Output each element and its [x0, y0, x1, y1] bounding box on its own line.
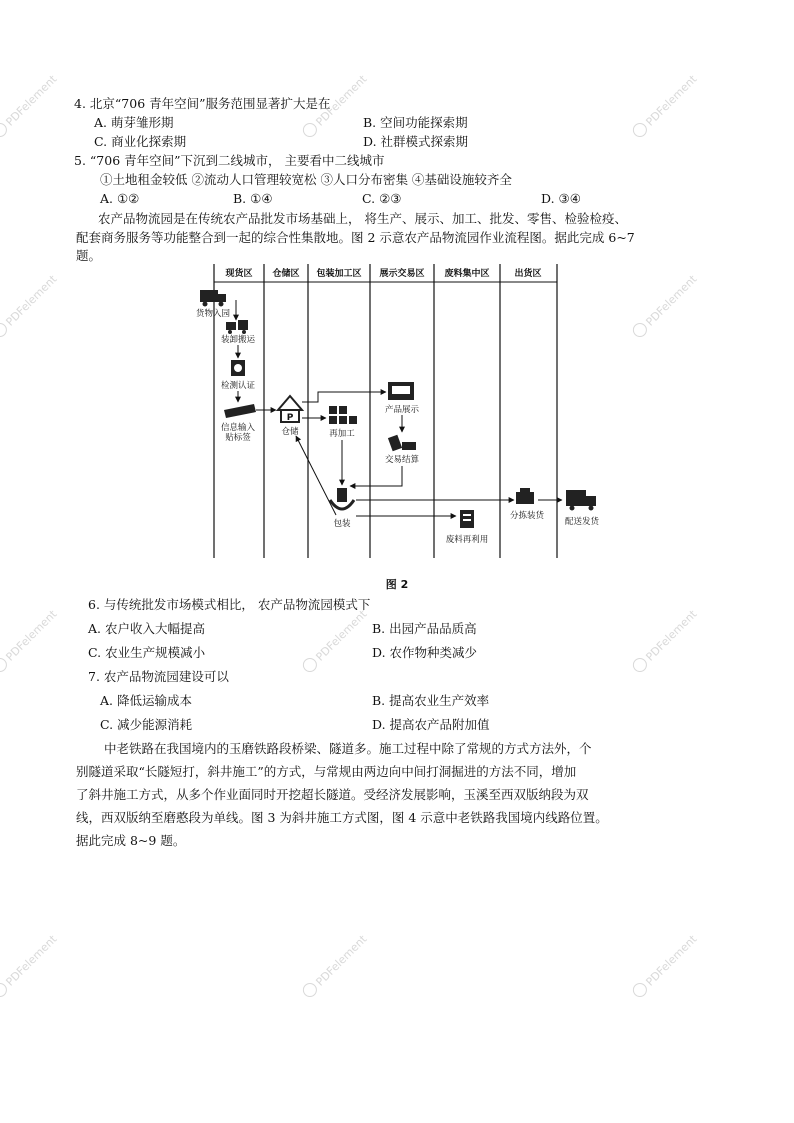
watermark: PDFelement — [630, 931, 700, 1001]
question-4-option-c: C. 商业化探索期 — [94, 134, 187, 149]
question-5-option-d: D. ③④ — [541, 191, 581, 206]
intro-2-line-2: 别隧道采取“长隧短打，斜井施工”的方式，与常规由两边向中间打洞掘进的方法不同，增加 — [76, 764, 577, 779]
question-7-option-d: D. 提高农产品附加值 — [372, 717, 490, 732]
figure-caption: 图 2 — [385, 578, 409, 591]
question-7-option-b: B. 提高农业生产效率 — [372, 693, 490, 708]
question-6-option-d: D. 农作物种类减少 — [372, 645, 478, 660]
pdfelement-logo-icon — [630, 120, 650, 140]
zone-header-waste: 废料集中区 — [444, 269, 490, 279]
question-5-option-c: C. ②③ — [362, 191, 402, 206]
watermark: PDFelement — [0, 271, 60, 341]
question-4-option-a: A. 萌芽雏形期 — [94, 115, 174, 130]
watermark: PDFelement — [0, 931, 60, 1001]
warehouse-icon — [278, 396, 302, 423]
zone-header-storage: 仓储区 — [272, 269, 300, 279]
step-pack-label: 包装 — [333, 519, 351, 529]
display-stand-icon — [388, 382, 414, 400]
pdfelement-logo-icon — [0, 655, 10, 675]
intro-2-line-4: 线，西双版纳至磨憨段为单线。图 3 为斜井施工方式图，图 4 示意中老铁路我国境内线路位置。 — [76, 810, 608, 825]
intro-1-line-1: 农产品物流园是在传统农产品批发市场基础上， 将生产、展示、加工、批发、零售、检验检疫、 — [98, 211, 627, 226]
step-inspect-label: 检测认证 — [220, 381, 256, 391]
question-7-option-a: A. 降低运输成本 — [100, 693, 192, 708]
pdfelement-logo-icon — [0, 120, 10, 140]
watermark: PDFelement — [630, 271, 700, 341]
step-unload-label: 装卸搬运 — [220, 335, 256, 345]
sorting-icon — [516, 488, 534, 504]
logistics-flow-diagram — [190, 260, 610, 560]
step-deliver-label: 配送发货 — [564, 517, 600, 527]
question-5-option-a: A. ①② — [100, 191, 140, 206]
zone-header-display-trade: 展示交易区 — [379, 269, 425, 279]
flow-arrow — [302, 392, 386, 402]
label-printer-icon — [224, 404, 256, 418]
step-arrive-label: 货物入园 — [195, 309, 231, 319]
payment-icon — [388, 435, 416, 452]
pdfelement-logo-icon — [300, 980, 320, 1000]
zone-header-shipping: 出货区 — [514, 269, 542, 279]
pdfelement-logo-icon — [300, 120, 320, 140]
question-4-stem: 4. 北京“706 青年空间”服务范围显著扩大是在 — [74, 96, 331, 111]
boxes-icon — [329, 406, 357, 424]
pdfelement-logo-icon — [0, 980, 10, 1000]
question-7-option-c: C. 减少能源消耗 — [100, 717, 193, 732]
question-4-option-b: B. 空间功能探索期 — [363, 115, 468, 130]
pdfelement-logo-icon — [630, 980, 650, 1000]
step-display-label: 产品展示 — [384, 405, 420, 415]
question-5-option-b: B. ①④ — [233, 191, 273, 206]
question-6-option-a: A. 农户收入大幅提高 — [88, 621, 205, 636]
pdfelement-logo-icon — [630, 320, 650, 340]
packaging-hands-icon — [330, 488, 354, 509]
watermark: PDFelement — [0, 606, 60, 676]
intro-2-line-1: 中老铁路在我国境内的玉磨铁路段桥梁、隧道多。施工过程中除了常规的方式方法外，个 — [104, 741, 592, 756]
recycle-bin-icon — [460, 510, 474, 528]
question-4-option-d: D. 社群模式探索期 — [363, 134, 469, 149]
question-7-stem: 7. 农产品物流园建设可以 — [88, 669, 229, 684]
inspection-icon — [231, 360, 245, 376]
question-6-option-b: B. 出园产品品质高 — [372, 621, 477, 636]
delivery-truck-icon — [566, 490, 596, 511]
step-store-label: 仓储 — [281, 427, 299, 437]
forklift-icon — [226, 320, 248, 334]
flow-arrow — [350, 466, 402, 486]
zone-header-spot: 现货区 — [225, 269, 253, 279]
watermark: PDFelement — [630, 71, 700, 141]
question-5-stem: 5. “706 青年空间”下沉到二线城市， 主要看中二线城市 — [74, 153, 385, 168]
step-trade-label: 交易结算 — [384, 455, 420, 465]
watermark: PDFelement — [300, 931, 370, 1001]
flow-arrow — [296, 436, 336, 515]
watermark: PDFelement — [630, 606, 700, 676]
svg-text:P: P — [286, 413, 294, 423]
question-6-stem: 6. 与传统批发市场模式相比， 农产品物流园模式下 — [88, 597, 371, 612]
truck-icon — [200, 290, 226, 307]
watermark: PDFelement — [0, 71, 60, 141]
pdfelement-logo-icon — [0, 320, 10, 340]
intro-1-line-2: 配套商务服务等功能整合到一起的综合性集散地。图 2 示意农产品物流园作业流程图。据此完成 6~7 — [76, 230, 635, 245]
watermark: PDFelement — [300, 606, 370, 676]
intro-2-line-3: 了斜井施工方式，从多个作业面同时开挖超长隧道。受经济发展影响，玉溪至西双版纳段为双 — [76, 787, 589, 802]
step-reprocess-label: 再加工 — [329, 429, 355, 439]
step-info-label-1: 信息输入 — [220, 423, 256, 433]
question-5-items: ①土地租金较低 ②流动人口管理较宽松 ③人口分布密集 ④基础设施较齐全 — [100, 172, 512, 187]
pdfelement-logo-icon — [300, 655, 320, 675]
watermark: PDFelement — [300, 71, 370, 141]
step-waste-label: 废料再利用 — [445, 535, 489, 545]
step-info-label-2: 贴标签 — [225, 433, 251, 443]
step-sort-label: 分拣装货 — [509, 511, 545, 521]
question-6-option-c: C. 农业生产规模减小 — [88, 645, 206, 660]
zone-header-packaging: 包装加工区 — [316, 269, 362, 279]
pdfelement-logo-icon — [630, 655, 650, 675]
intro-2-line-5: 据此完成 8~9 题。 — [76, 833, 186, 848]
intro-1-line-3: 题。 — [76, 248, 102, 263]
